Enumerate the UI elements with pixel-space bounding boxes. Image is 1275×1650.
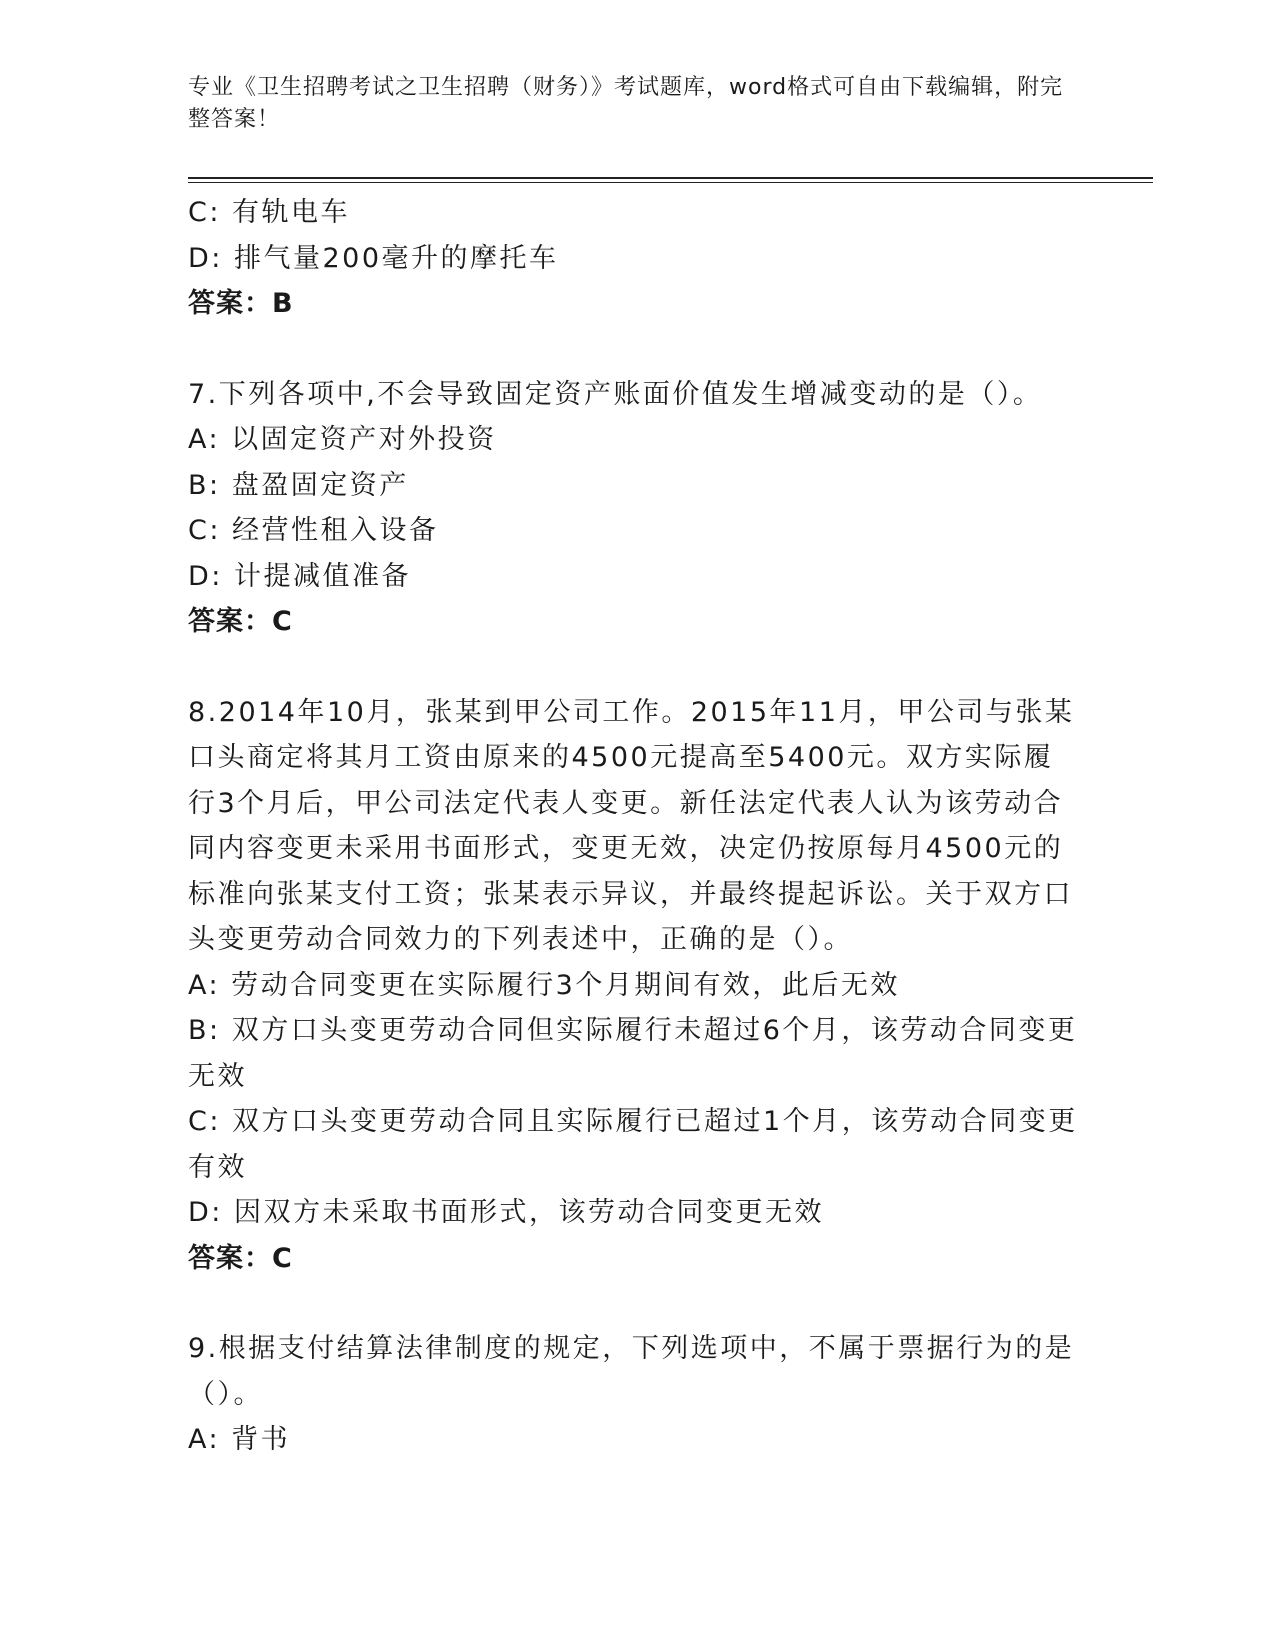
option-d: D: 计提减值准备 bbox=[188, 560, 411, 592]
document-header: 专业《卫生招聘考试之卫生招聘（财务）》考试题库，word格式可自由下载编辑，附完整答案！ bbox=[188, 75, 1064, 132]
question-8: 8.2014年10月，张某到甲公司工作。2015年11月，甲公司与张某口头商定将其月工资由原来的4500元提高至5400元。双方实际履行3个月后，甲公司法定代表人变更。新任法定代表人认为该劳动合同内容变更未采用书面形式，变更无效，决定仍按原每月4500元的标准向张某支付工资；张某表示异议，并最终提起诉讼。关于双方口头变更劳动合同效力的下列表述中，正确的是（）。 bbox=[188, 696, 1075, 955]
option-b: B: 盘盈固定资产 bbox=[188, 469, 409, 501]
spacer bbox=[188, 645, 1078, 690]
option-a: A: 劳动合同变更在实际履行3个月期间有效，此后无效 bbox=[188, 969, 900, 1001]
option-c: C: 双方口头变更劳动合同且实际履行已超过1个月，该劳动合同变更有效 bbox=[188, 1106, 1078, 1183]
option-a: A: 背书 bbox=[188, 1424, 291, 1455]
spacer bbox=[188, 1281, 1078, 1326]
question-7: 7.下列各项中,不会导致固定资产账面价值发生增减变动的是（）。 bbox=[188, 378, 1043, 410]
answer-line: 答案：C bbox=[188, 606, 293, 637]
option-b: B: 双方口头变更劳动合同但实际履行未超过6个月，该劳动合同变更无效 bbox=[188, 1015, 1078, 1092]
option-d: D: 排气量200毫升的摩托车 bbox=[188, 242, 559, 274]
option-c: C: 有轨电车 bbox=[188, 197, 351, 228]
spacer bbox=[188, 327, 1078, 372]
answer-line: 答案：C bbox=[188, 1242, 293, 1274]
header-divider-thin bbox=[188, 182, 1153, 183]
question-list bbox=[188, 190, 1078, 1463]
option-a: A: 以固定资产对外投资 bbox=[188, 424, 497, 455]
header-divider bbox=[188, 177, 1153, 179]
answer-line: 答案：B bbox=[188, 288, 294, 319]
option-d: D: 因双方未采取书面形式，该劳动合同变更无效 bbox=[188, 1197, 824, 1228]
option-c: C: 经营性租入设备 bbox=[188, 515, 439, 546]
question-9: 9.根据支付结算法律制度的规定，下列选项中，不属于票据行为的是（）。 bbox=[188, 1333, 1075, 1410]
